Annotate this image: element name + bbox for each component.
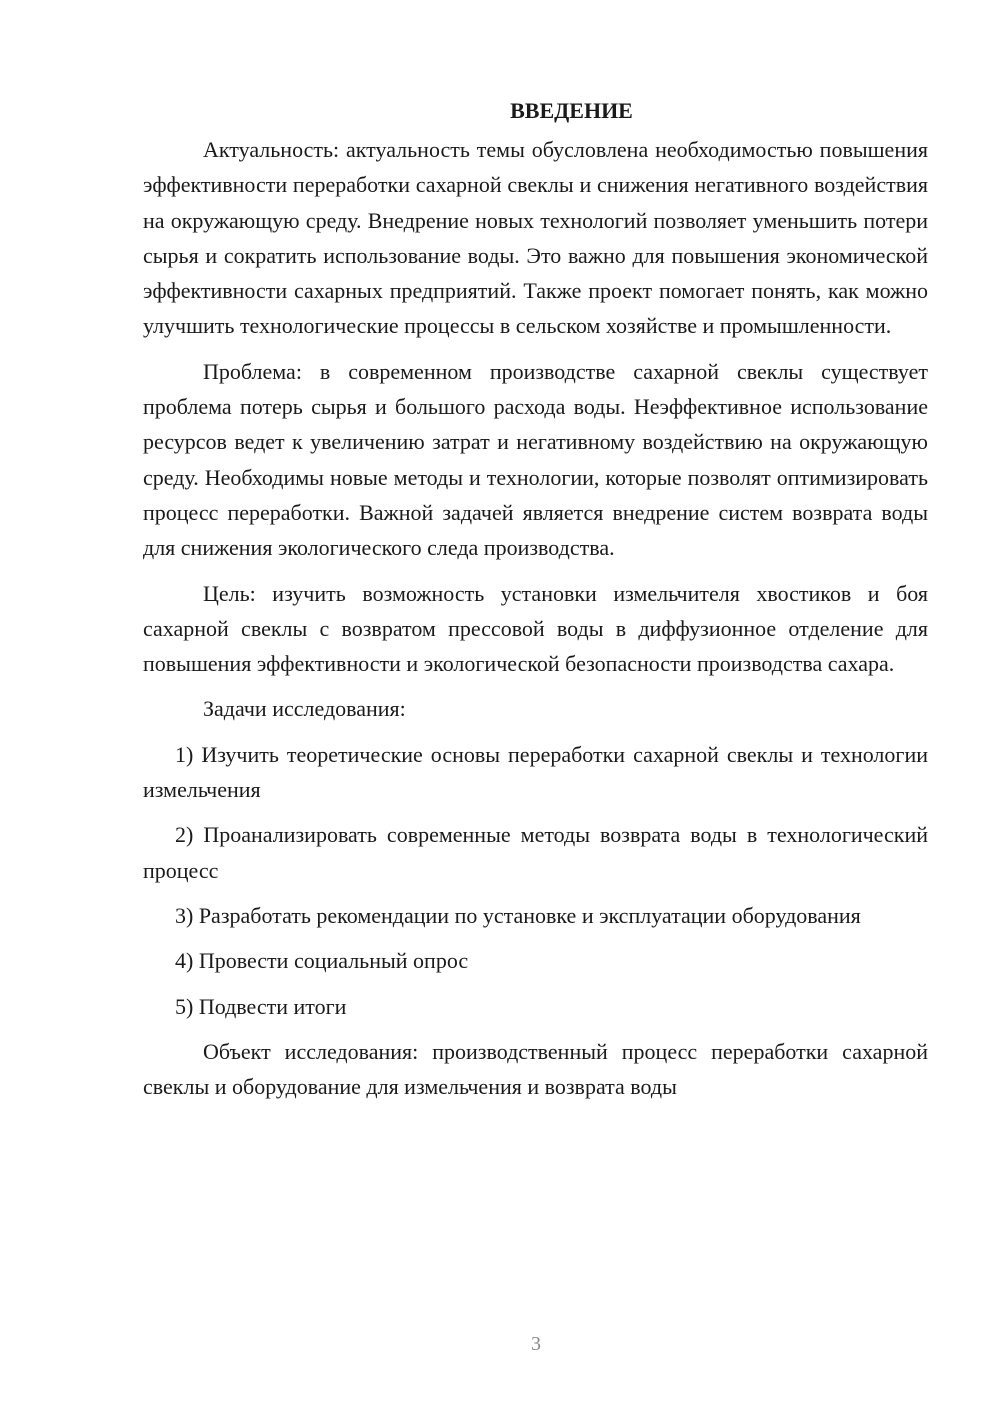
tasks-title: Задачи исследования: — [203, 696, 406, 722]
page-number: 3 — [531, 1333, 541, 1355]
document-page — [143, 93, 928, 1114]
paragraph-goal: Цель: изучить возможность установки измельчителя хвостиков и боя сахарной свеклы с возвратом прессовой воды в диффузионное отделение для повышения эффективности и экологической безопасности производства сахара. — [143, 580, 928, 677]
task-item-1: 1) Изучить теоретические основы переработки сахарной свеклы и технологии измельчения — [143, 741, 928, 803]
task-item-2: 2) Проанализировать современные методы возврата воды в технологический процесс — [143, 822, 928, 883]
paragraph-relevance: Актуальность: актуальность темы обусловлена необходимостью повышения эффективности переработки сахарной свеклы и снижения негативного воздействия на окружающую среду. Внедрение новых технологий позволяет уменьшить потери сырья и сократить использование воды. Это важно для повышения экономической эффективности сахарных предприятий. Также проект помогает понять, как можно улучшить технологические процессы в сельском хозяйстве и промышленности. — [143, 137, 928, 339]
task-item-3: 3) Разработать рекомендации по установке и эксплуатации оборудования — [175, 902, 861, 928]
task-item-4: 4) Провести социальный опрос — [175, 948, 469, 974]
section-heading: ВВЕДЕНИЕ — [510, 98, 633, 123]
task-item-5: 5) Подвести итоги — [175, 993, 347, 1019]
paragraph-problem: Проблема: в современном производстве сахарной свеклы существует проблема потерь сырья и большого расхода воды. Неэффективное использование ресурсов ведет к увеличению затрат и негативному воздействию на окружающую среду. Необходимы новые методы и технологии, которые позволят оптимизировать процесс переработки. Важной задачей является внедрение систем возврата воды для снижения экологического следа производства. — [143, 358, 928, 561]
paragraph-object: Объект исследования: производственный процесс переработки сахарной свеклы и оборудование для измельчения и возврата воды — [143, 1038, 928, 1100]
